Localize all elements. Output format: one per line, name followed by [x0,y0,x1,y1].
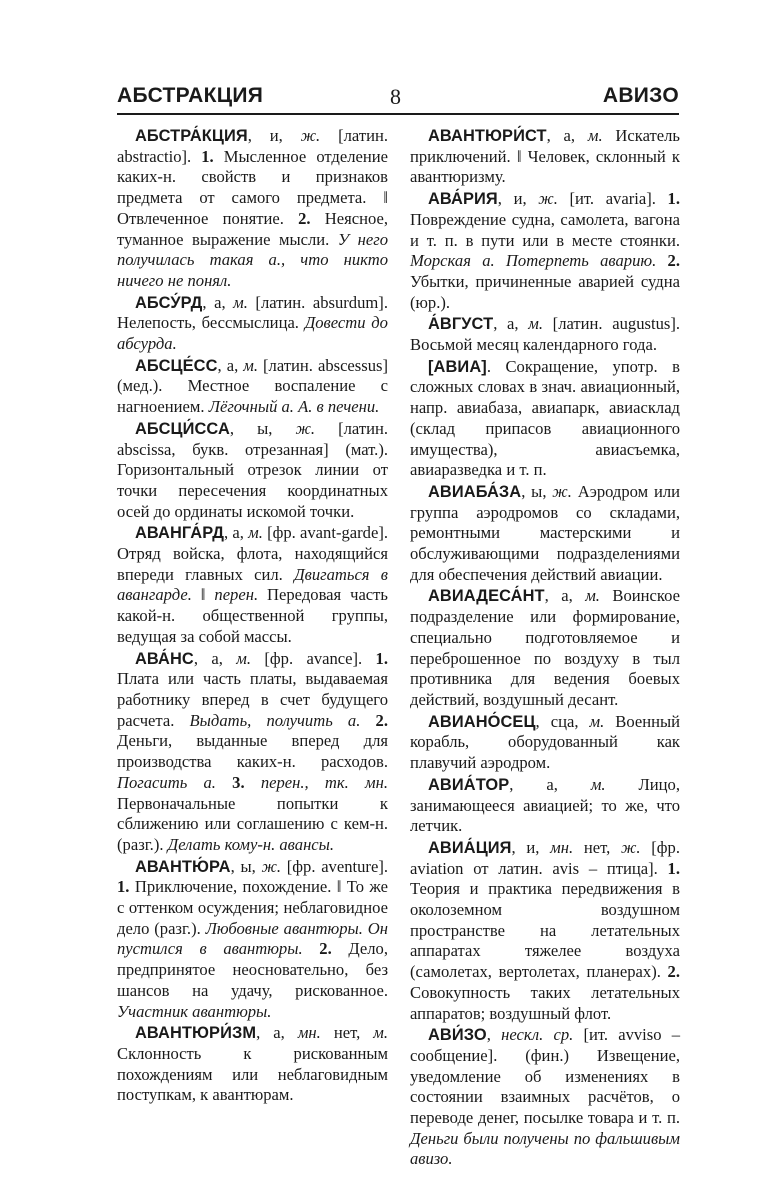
entry-italic-text: У него получилась такая а., что никто ничего не понял. [117,229,389,290]
entry-text: Повреждение судна, самолета, вагона и т. п. в пути или в месте стоянки. [410,209,680,250]
entry-headword: АВА́РИЯ [428,190,498,209]
sense-number: 2. [667,962,680,982]
entry-italic-text: перен. [214,585,259,605]
sense-number: 1. [201,146,214,166]
entry-text: [ит. avviso – сообщение]. (фин.) Извещение, уведомление об изменениях в состоянии взаимных расчётов, о переводе денег, посылке товара и т. п. [410,1025,681,1128]
entry-headword: АВАНТЮ́РА [135,857,231,876]
right-column [410,126,680,1171]
entry-text [245,773,261,792]
entry-italic-text: Довести до абсурда. [117,313,388,354]
entry-text: [латин. abstractio]. [117,126,388,166]
entry-text: [латин. abscessus] (мед.). Местное воспаление с нагноением. [117,355,388,417]
entry-italic-text: м. [243,355,258,375]
entry-italic-text: м. [589,711,605,731]
entry-headword: А́ВГУСТ [428,315,494,334]
entry-headword: АБСЦЕ́СС [135,356,218,375]
sense-number: 2. [667,251,680,271]
dictionary-entry [410,712,680,774]
entry-italic-text: Двигаться в авангарде. [117,564,388,605]
entry-text: , а, [193,648,237,668]
page-number: 8 [390,84,401,109]
entry-headword: АБСУ́РД [135,293,203,312]
entry-text: ‖ [191,585,215,605]
entry-text: , а, [546,126,588,145]
entry-text: . Сокращение, употр. в сложных словах в знач. авиационный, напр. авиабаза, авиапарк, авиасклад (склад припасов авиационного имущества), авиасъемка, авиаразведка и т. п. [410,356,680,480]
sense-number: 1. [117,877,130,897]
entry-text: Военный корабль, оборудованный как плавучий аэродром. [410,711,680,773]
entry-text: , сца, [535,711,590,731]
entry-text: , а, [217,355,244,375]
entry-italic-text: м. [373,1023,388,1043]
entry-text: Воинское подразделение или формирование, специально подготовляемое и переброшенное по воздуху в тыл противника для ведения боевых действий, воздушный десант. [410,586,680,709]
left-column [117,126,388,1107]
entry-text: [латин. absurdum]. Нелепость, бессмыслица. [117,292,388,333]
entry-text: , ы, [230,856,262,876]
entry-headword: АВАНТЮРИ́ЗМ [135,1024,257,1043]
entry-text: [фр. aviation от латин. avis – птица]. [410,837,680,878]
entry-text: [фр. avant-garde]. Отряд войска, флота, находящийся впереди главных сил. [117,523,388,584]
entry-headword: АБСЦИ́ССА [135,419,230,438]
entry-italic-text: мн. [297,1023,321,1043]
entry-headword: АБСТРА́КЦИЯ [135,127,248,145]
entry-text: , а, [256,1023,298,1043]
entry-text: Лицо, занимающееся авиацией; то же, что летчик. [410,774,680,836]
entry-text: [латин. abscissa, букв. отрезанная] (мат.). Горизонтальный отрезок линии от точки пересечения координатных осей до ординаты искомой точки. [117,418,388,521]
dictionary-entry [410,314,680,355]
dictionary-entry [410,482,680,586]
entry-text [216,773,232,792]
entry-text: , [486,1025,502,1045]
entry-text: , ы, [521,481,553,501]
entry-italic-text: ж. [261,856,282,876]
entry-text: Первоначальные попытки к сближению или соглашению с кем-н. (разг.). [117,793,388,854]
entry-italic-text: Морская а. Потерпеть аварию. [410,251,657,271]
entry-italic-text: мн. [550,837,574,857]
entry-text: , а, [202,292,234,312]
sense-number: 1. [375,648,388,668]
entry-italic-text: Лёгочный а. А. в печени. [208,397,380,417]
sense-number: 3. [232,772,245,792]
entry-text: , ы, [229,418,296,438]
sense-number: 2. [375,710,388,730]
dictionary-entry [410,775,680,837]
dictionary-entry [117,649,388,856]
dictionary-entry [410,189,680,313]
dictionary-entry [410,586,680,710]
entry-headword: АВИА́ЦИЯ [428,838,512,857]
entry-text: Деньги, выданные вперед для производства каких-н. расходов. [117,731,388,772]
entry-headword: АВИ́ЗО [428,1026,487,1045]
entry-text: нет, [320,1023,374,1043]
entry-text: Совокупность таких летательных аппаратов; воздушный флот. [410,982,680,1023]
entry-italic-text: ж. [620,837,641,857]
entry-text: Убытки, причиненные аварией судна (юр.). [410,271,680,312]
entry-text [656,251,667,270]
entry-italic-text: ж. [300,126,321,145]
entry-text: [ит. avaria]. [557,189,668,209]
entry-headword: АВАНТЮРИ́СТ [428,127,547,145]
entry-italic-text: ж. [538,189,558,209]
entry-text: [латин. augustus]. Восьмой месяц календарного года. [410,314,680,355]
entry-italic-text: м. [590,774,606,794]
entry-italic-text: ж. [552,481,572,501]
dictionary-entry [117,523,388,647]
entry-text: нет, [573,837,621,857]
entry-text: Искатель приключений. ‖ Человек, склонный к авантюризму. [410,126,680,187]
entry-text: , а, [224,523,249,543]
entry-italic-text: Выдать, получить а. [189,710,361,730]
header-rule [117,113,679,115]
dictionary-entry [117,419,388,523]
entry-text: Неясное, туманное выражение мысли. [117,208,388,249]
entry-text: Приключение, похождение. ‖ То же с оттенком осуждения; неблаговидное дело (разг.). [117,877,388,938]
entry-italic-text: Погасить а. [117,772,216,792]
entry-text: , и, [247,126,301,145]
sense-number: 2. [298,208,311,228]
entry-text [360,711,375,730]
dictionary-entry [117,857,388,1023]
entry-italic-text: м. [236,648,252,668]
entry-text: Дело, предпринятое неосновательно, без шансов на удачу, рискованное. [117,939,388,1000]
entry-text: , а, [493,314,529,334]
entry-italic-text: м. [248,523,263,543]
entry-text: , а, [544,586,586,606]
running-header [117,82,679,114]
dictionary-entry [117,1023,388,1106]
entry-headword: АВАНГА́РД [135,524,225,543]
dictionary-entry [117,293,388,355]
entry-italic-text: м. [528,314,543,334]
entry-headword: АВИА́ТОР [428,775,510,794]
entry-text: Передовая часть какой-н. общественной группы, ведущая за собой массы. [117,585,388,646]
entry-text: , и, [497,189,539,209]
entry-text: , и, [511,837,551,857]
header-last-word: АВИЗО [602,84,679,107]
entry-headword: АВИАДЕСА́НТ [428,587,545,606]
entry-italic-text: м. [585,586,600,606]
dictionary-entry [117,356,388,418]
entry-italic-text: Участник авантюры. [117,1001,272,1021]
entry-text: Склонность к рискованным похождениям или неблаговидным поступкам, к авантюрам. [117,1043,388,1105]
entry-italic-text: перен., тк. мн. [260,772,389,792]
entry-italic-text: нескл. ср. [501,1025,574,1045]
entry-text: Теория и практика передвижения в околоземном воздушном пространстве на летательных аппаратах тяжелее воздуха (самолетах, вертолетах, планерах). [410,879,680,982]
entry-text: [фр. aventure]. [281,856,388,876]
entry-headword: АВИАНО́СЕЦ [428,712,536,731]
dictionary-entry [117,126,388,292]
dictionary-entry [410,838,680,1024]
entry-text: Аэродром или группа аэродромов со складами, ремонтными мастерскими и обслуживающими подразделениями для обеспечения действий авиации. [410,481,681,584]
sense-number: 1. [667,858,680,878]
entry-text [303,939,320,958]
dictionary-entry [410,1025,680,1170]
entry-italic-text: Делать кому-н. авансы. [167,834,335,854]
entry-text: [фр. avance]. [251,648,376,668]
entry-italic-text: м. [233,292,248,312]
sense-number: 2. [319,939,332,959]
entry-headword: [АВИА] [428,357,487,376]
entry-text: , а, [509,774,591,794]
header-first-word: АБСТРАКЦИЯ [117,84,264,107]
entry-italic-text: ж. [295,418,316,438]
dictionary-entry [410,357,680,481]
dictionary-entry [410,126,680,188]
entry-italic-text: м. [587,126,603,145]
entry-italic-text: Деньги были получены по фальшивым авизо. [410,1128,680,1169]
entry-text: Мысленное отделение каких-н. свойств и признаков предмета от самого предмета. ‖ Отвлеченное понятие. [117,146,389,228]
sense-number: 1. [667,189,680,209]
entry-italic-text: Любовные авантюры. Он пустился в авантюры. [117,918,388,959]
entry-headword: АВИАБА́ЗА [428,482,522,501]
entry-text: Плата или часть платы, выдаваемая работнику вперед в счет будущего расчета. [117,669,388,730]
entry-headword: АВА́НС [135,649,194,668]
